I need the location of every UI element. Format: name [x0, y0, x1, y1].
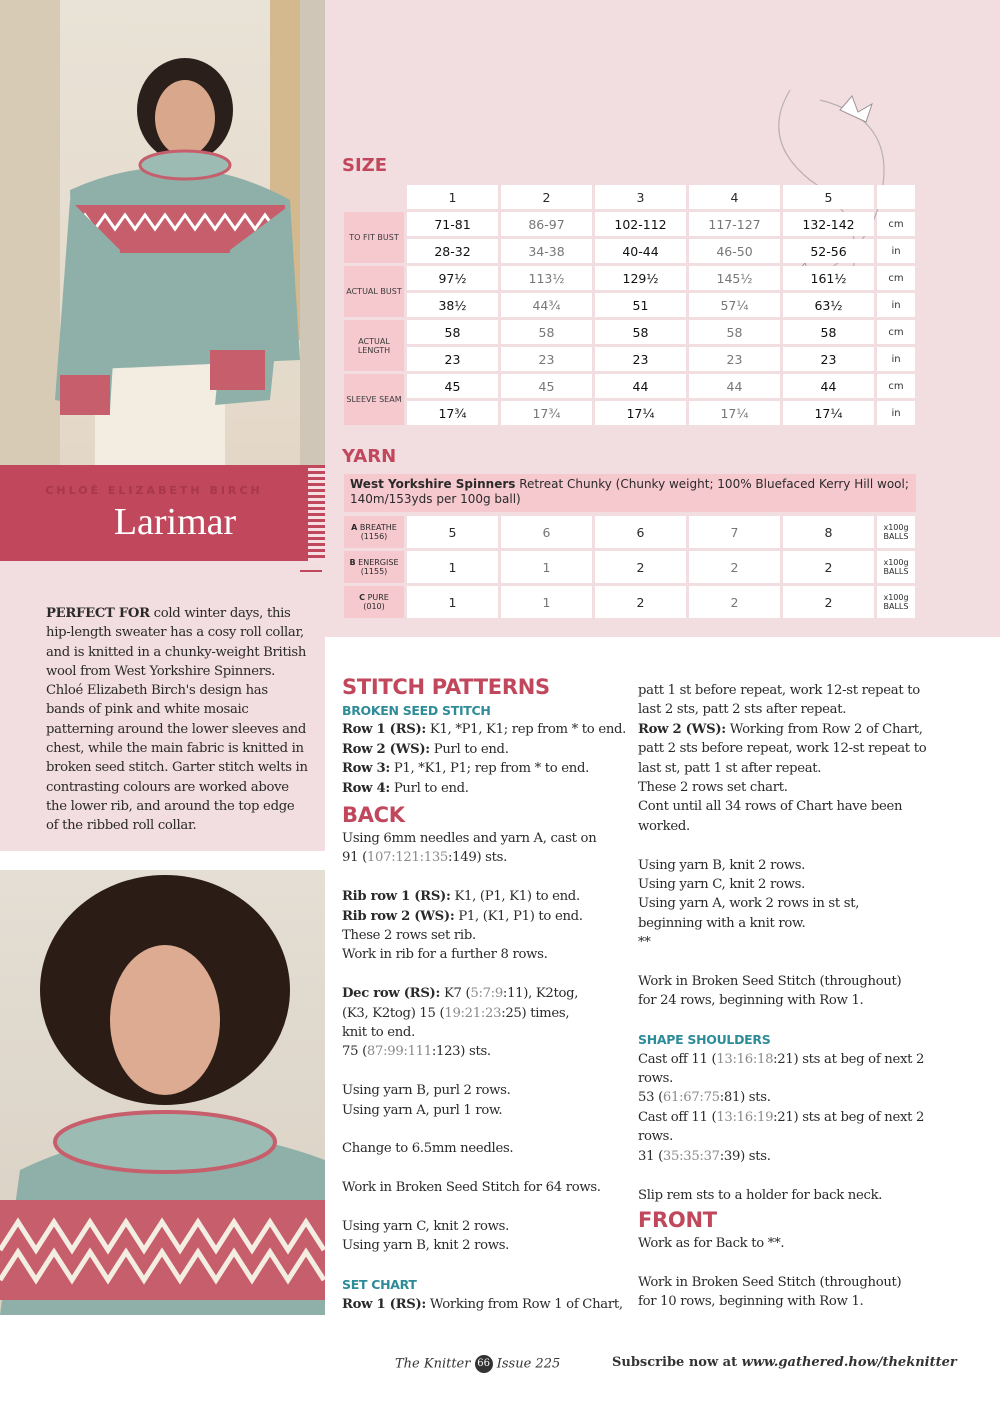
intro-text: PERFECT FOR cold winter days, this hip-length sweater has a cosy roll collar, and is knitted in a chunky-weight British wool from West Yorkshire Spinners. Chloé Elizabeth Birch's design has bands of pink and white mosaic patterning around the lower sleeves and chest, while the main fabric is knitted in broken seed stitch. Garter stitch welts in contrasting colours are worked above the lower rib, and around the top edge of the ribbed roll collar.	[46, 606, 308, 834]
instruction-line: 53 (61:67:75:81) sts.	[638, 1090, 771, 1106]
cell: 38½	[407, 293, 498, 317]
cell: 17¼	[595, 401, 686, 425]
size-header-row	[344, 185, 915, 209]
size-col: 5	[783, 185, 874, 209]
instruction-line: Using yarn B, knit 2 rows.	[638, 857, 806, 873]
cell: 145½	[689, 266, 780, 290]
cell: 17¼	[689, 401, 780, 425]
cell: 97½	[407, 266, 498, 290]
unit: x100g BALLS	[877, 586, 915, 618]
sweater-photo-closeup	[0, 870, 325, 1315]
set-chart-heading: SET CHART	[342, 1277, 417, 1293]
unit: cm	[877, 266, 915, 290]
instruction-line: Row 2 (WS): Working from Row 2 of Chart,	[638, 721, 923, 737]
size-table	[341, 182, 918, 428]
yarn-row-c	[344, 586, 915, 618]
size-col: 2	[501, 185, 592, 209]
model-illustration	[0, 0, 325, 465]
yarn-row-b	[344, 551, 915, 583]
instruction-line: Using 6mm needles and yarn A, cast on	[342, 831, 597, 847]
cell: 17¾	[407, 401, 498, 425]
instruction-line: for 24 rows, beginning with Row 1.	[638, 993, 864, 1009]
instruction-line: (K3, K2tog) 15 (19:21:23:25) times,	[342, 1005, 570, 1021]
instruction-line: 31 (35:35:37:39) sts.	[638, 1148, 771, 1164]
cell: 52-56	[783, 239, 874, 263]
instruction-line: Rib row 2 (WS): P1, (K1, P1) to end.	[342, 908, 583, 924]
cell: 34-38	[501, 239, 592, 263]
cell: 2	[783, 551, 874, 583]
sweater-photo-full	[0, 0, 325, 465]
cell: 17¼	[783, 401, 874, 425]
cell: 2	[595, 551, 686, 583]
stitch-patterns-heading: STITCH PATTERNS	[342, 675, 550, 699]
sleeve-seam-label: SLEEVE SEAM	[344, 374, 404, 425]
yarn-heading: YARN	[342, 446, 397, 467]
footer-magazine: The Knitter 66 Issue 225	[395, 1356, 561, 1372]
instruction-line: rows.	[638, 1071, 673, 1087]
cell: 6	[501, 516, 592, 548]
instruction-line: 91 (107:121:135:149) sts.	[342, 850, 508, 866]
cell: 63½	[783, 293, 874, 317]
instruction-line: These 2 rows set chart.	[638, 780, 788, 796]
instruction-line: Row 2 (WS): Purl to end.	[342, 741, 509, 757]
cell: 58	[407, 320, 498, 344]
cell: 23	[783, 347, 874, 371]
unit: cm	[877, 374, 915, 398]
instruction-line: Work as for Back to **.	[638, 1235, 785, 1251]
subscribe-link[interactable]: www.gathered.how/theknitter	[741, 1355, 957, 1370]
instruction-line: Cast off 11 (13:16:19:21) sts at beg of next 2	[638, 1109, 925, 1125]
cell: 40-44	[595, 239, 686, 263]
cell: 117-127	[689, 212, 780, 236]
instruction-line: for 10 rows, beginning with Row 1.	[638, 1294, 864, 1310]
cell: 86-97	[501, 212, 592, 236]
instruction-line: Slip rem sts to a holder for back neck.	[638, 1187, 883, 1203]
cell: 2	[689, 551, 780, 583]
instruction-line: Using yarn C, knit 2 rows.	[638, 877, 805, 893]
actual-bust-label: ACTUAL BUST	[344, 266, 404, 317]
cell: 45	[501, 374, 592, 398]
cell: 57¼	[689, 293, 780, 317]
instruction-line: Work in Broken Seed Stitch for 64 rows.	[342, 1180, 601, 1196]
cell: 23	[689, 347, 780, 371]
instruction-line: rows.	[638, 1129, 673, 1145]
cell: 51	[595, 293, 686, 317]
yarn-description: West Yorkshire Spinners Retreat Chunky (Chunky weight; 100% Bluefaced Kerry Hill wool; 140m/153yds per 100g ball)	[344, 474, 916, 512]
to-fit-bust-label: TO FIT BUST	[344, 212, 404, 263]
instruction-line: Using yarn B, knit 2 rows.	[342, 1238, 510, 1254]
instruction-line: Work in rib for a further 8 rows.	[342, 947, 548, 963]
cell: 58	[783, 320, 874, 344]
instruction-line: Row 3: P1, *K1, P1; rep from * to end.	[342, 761, 590, 777]
cell: 58	[689, 320, 780, 344]
cell: 44¾	[501, 293, 592, 317]
pattern-title: Larimar	[113, 501, 237, 543]
instruction-line: Cont until all 34 rows of Chart have been	[638, 799, 903, 815]
decorative-rule	[300, 570, 322, 572]
instruction-line: Using yarn C, knit 2 rows.	[342, 1219, 509, 1235]
instruction-line: Using yarn A, work 2 rows in st st,	[638, 896, 860, 912]
cell: 161½	[783, 266, 874, 290]
instruction-line: Row 4: Purl to end.	[342, 780, 469, 796]
footer-subscribe: Subscribe now at www.gathered.how/theknitter	[612, 1355, 957, 1370]
unit: in	[877, 347, 915, 371]
instruction-line: patt 2 sts before repeat, work 12-st repeat to	[638, 741, 927, 757]
cell: 1	[501, 586, 592, 618]
instruction-line: Cast off 11 (13:16:18:21) sts at beg of next 2	[638, 1051, 925, 1067]
cell: 44	[783, 374, 874, 398]
size-col: 1	[407, 185, 498, 209]
cell: 44	[689, 374, 780, 398]
cell: 129½	[595, 266, 686, 290]
instruction-line: Row 1 (RS): K1, *P1, K1; rep from * to end.	[342, 722, 627, 738]
cell: 2	[595, 586, 686, 618]
instruction-line: Work in Broken Seed Stitch (throughout)	[638, 1274, 902, 1290]
instruction-line: Using yarn B, purl 2 rows.	[342, 1083, 511, 1099]
instruction-line: worked.	[638, 818, 690, 834]
unit: x100g BALLS	[877, 551, 915, 583]
model-closeup-illustration	[0, 870, 325, 1315]
pattern-column-2	[638, 681, 938, 1312]
cell: 45	[407, 374, 498, 398]
yarn-label-a: A BREATHE (1156)	[344, 516, 404, 548]
instruction-line: 75 (87:99:111:123) sts.	[342, 1044, 491, 1060]
cell: 58	[501, 320, 592, 344]
cell: 23	[407, 347, 498, 371]
cell: 102-112	[595, 212, 686, 236]
cell: 113½	[501, 266, 592, 290]
unit: cm	[877, 212, 915, 236]
instruction-line: Using yarn A, purl 1 row.	[342, 1102, 503, 1118]
cell: 17¾	[501, 401, 592, 425]
instruction-line: **	[638, 935, 651, 951]
cell: 2	[689, 586, 780, 618]
yarn-row-a	[344, 516, 915, 548]
cell: 1	[501, 551, 592, 583]
cell: 7	[689, 516, 780, 548]
instruction-line: last st, patt 1 st after repeat.	[638, 760, 822, 776]
cell: 46-50	[689, 239, 780, 263]
cell: 5	[407, 516, 498, 548]
yarn-table	[341, 513, 918, 621]
cell: 1	[407, 586, 498, 618]
instruction-line: knit to end.	[342, 1025, 415, 1041]
unit: in	[877, 293, 915, 317]
instruction-line: Rib row 1 (RS): K1, (P1, K1) to end.	[342, 889, 580, 905]
page-number: 66	[475, 1355, 493, 1373]
instruction-line: patt 1 st before repeat, work 12-st repeat to	[638, 683, 920, 698]
cell: 58	[595, 320, 686, 344]
instruction-line: beginning with a knit row.	[638, 915, 806, 931]
broken-seed-stitch-heading: BROKEN SEED STITCH	[342, 703, 491, 718]
cell: 6	[595, 516, 686, 548]
unit: in	[877, 239, 915, 263]
pattern-column-1	[342, 674, 632, 1314]
unit: in	[877, 401, 915, 425]
cell: 23	[501, 347, 592, 371]
unit: x100g BALLS	[877, 516, 915, 548]
cell: 28-32	[407, 239, 498, 263]
size-heading: SIZE	[342, 155, 388, 176]
size-col: 3	[595, 185, 686, 209]
yarn-label-b: B ENERGISE (1155)	[344, 551, 404, 583]
shape-shoulders-heading: SHAPE SHOULDERS	[638, 1032, 771, 1048]
actual-length-label: ACTUAL LENGTH	[344, 320, 404, 371]
front-heading: FRONT	[638, 1207, 717, 1232]
back-heading: BACK	[342, 803, 405, 828]
instruction-line: Row 1 (RS): Working from Row 1 of Chart,	[342, 1296, 623, 1312]
cell: 132-142	[783, 212, 874, 236]
cell: 23	[595, 347, 686, 371]
cell: 44	[595, 374, 686, 398]
designer-name: CHLOÉ ELIZABETH BIRCH	[45, 484, 263, 497]
unit: cm	[877, 320, 915, 344]
instruction-line: Change to 6.5mm needles.	[342, 1141, 514, 1157]
cell: 71-81	[407, 212, 498, 236]
instruction-line: Dec row (RS): K7 (5:7:9:11), K2tog,	[342, 986, 579, 1002]
cell: 1	[407, 551, 498, 583]
cell: 2	[783, 586, 874, 618]
instruction-line: These 2 rows set rib.	[342, 928, 476, 944]
size-col: 4	[689, 185, 780, 209]
instruction-line: Work in Broken Seed Stitch (throughout)	[638, 974, 902, 990]
yarn-label-c: C PURE (010)	[344, 586, 404, 618]
cell: 8	[783, 516, 874, 548]
instruction-line: last 2 sts, patt 2 sts after repeat.	[638, 702, 847, 718]
